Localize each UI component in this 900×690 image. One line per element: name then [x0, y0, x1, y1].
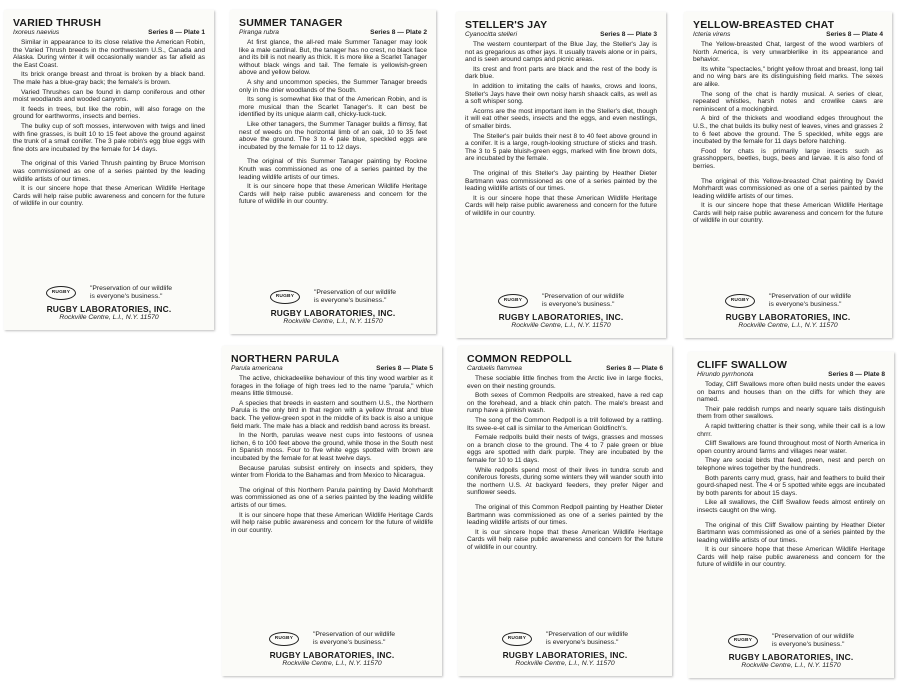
- paragraph: The original of this Steller's Jay painting by Heather Dieter Bartmann was commissioned as one of a series painted by the leading wildlife artists of our times.: [465, 169, 657, 193]
- slogan-line-2: is everyone's business.": [541, 301, 615, 308]
- card-footer: [458, 631, 672, 668]
- paragraph: It is our sincere hope that these American Wildlife Heritage Cards will help raise public awareness and concern for the future of wildlife in our country.: [13, 185, 205, 208]
- paragraph: It feeds in trees, but like the robin, will also forage on the ground for earthworms, insects and berries.: [13, 105, 205, 121]
- slogan-line-1: "Preservation of our wildlife: [768, 293, 852, 300]
- company-address: Rockville Centre, L.I., N.Y. 11570: [741, 662, 841, 669]
- paragraph: Today, Cliff Swallows more often build nests under the eaves on barns and houses than on the cliffs for which they are named.: [697, 381, 885, 404]
- slogan: [546, 631, 628, 647]
- paragraph: The Yellow-breasted Chat, largest of the wood warblers of North America, is very unwarblerlike in its appearance and behavior.: [693, 41, 883, 64]
- card-summer-tanager: [230, 10, 436, 334]
- paragraph: The western counterpart of the Blue Jay, the Steller's Jay is not as gregarious as other jays. It usually travels alone or in pairs, and is seen around camps and picnic areas.: [465, 41, 657, 64]
- quote-row: [684, 293, 892, 309]
- paragraph: Female redpolls build their nests of twigs, grasses and mosses on a branch close to the ground. The 4 to 7 pale green or blue eggs are spotted with dark purple. They are incubated by the female for 10 to 11 days.: [467, 434, 663, 464]
- rugby-logo: RUGBY: [46, 286, 76, 300]
- plate-number: Series 8 — Plate 3: [600, 31, 657, 38]
- rugby-logo: RUGBY: [502, 632, 532, 646]
- card-title: COMMON REDPOLL: [467, 353, 572, 365]
- slogan: [314, 289, 396, 305]
- company-address: Rockville Centre, L.I., N.Y. 11570: [511, 322, 611, 329]
- slogan-line-1: "Preservation of our wildlife: [89, 285, 173, 292]
- plate-number: Series 8 — Plate 8: [828, 371, 885, 378]
- company-address: Rockville Centre, L.I., N.Y. 11570: [282, 660, 382, 667]
- paragraph: A rapid twittering chatter is their song, while their call is a low chrrr.: [697, 422, 885, 438]
- plate-number: Series 8 — Plate 5: [376, 365, 433, 372]
- paragraph: Food for chats is primarily large insects such as grasshoppers, beetles, bugs, bees and larvae. It is also fond of berries.: [693, 147, 883, 170]
- card-meta: [231, 365, 433, 373]
- card-stellers-jay: [456, 12, 666, 338]
- paragraph: The active, chickadeelike behaviour of this tiny wood warbler as it forages in the foliage of high trees led to the name "parula," which means little titmouse.: [231, 375, 433, 398]
- company-name: RUGBY LABORATORIES, INC.: [728, 652, 854, 662]
- rugby-logo: RUGBY: [725, 294, 755, 308]
- slogan-line-2: is everyone's business.": [89, 293, 163, 300]
- company-address: Rockville Centre, L.I., N.Y. 11570: [738, 322, 838, 329]
- paragraph: It is our sincere hope that these American Wildlife Heritage Cards will help raise public awareness and concern for the future of wildlife in our country.: [467, 528, 663, 551]
- card-title: YELLOW-BREASTED CHAT: [693, 19, 835, 31]
- paragraph: The original of this Yellow-breasted Chat painting by David Mohrhardt was commissioned as one of a series painted by the leading wildlife artists of our times.: [693, 177, 883, 200]
- paragraph: At first glance, the all-red male Summer Tanager may look like a male cardinal. But, the tanager has no crest, no black face and its bill is not nearly as thick. It is more like a Scarlet Tanager without black wings and tail. The female is yellowish-green above and yellow below.: [239, 39, 427, 77]
- card-footer: [684, 293, 892, 330]
- latin-name: Icteria virens: [693, 31, 731, 38]
- quote-row: [4, 285, 214, 301]
- slogan: [769, 293, 851, 309]
- paragraph: These sociable little finches from the Arctic live in large flocks, even on their nesting grounds.: [467, 375, 663, 390]
- paragraph: Because parulas subsist entirely on insects and spiders, they winter from Florida to the Bahamas and from Mexico to Nicaragua.: [231, 464, 433, 480]
- paragraph: The original of this Common Redpoll painting by Heather Dieter Bartmann was commissioned as one of a series painted by the leading wildlife artists of our times.: [467, 503, 663, 527]
- paragraph: It is our sincere hope that these American Wildlife Heritage Cards will help raise public awareness and concern for the future of wildlife in our country.: [693, 202, 883, 225]
- card-title: STELLER'S JAY: [465, 19, 548, 31]
- quote-row: [222, 631, 442, 647]
- paragraph: Similar in appearance to its close relative the American Robin, the Varied Thrush breeds in the northwestern U.S., Canada and Alaska. During winter it will occasionally wander as far afield as the East Coast.: [13, 39, 205, 69]
- slogan-line-2: is everyone's business.": [771, 641, 845, 648]
- paragraph: Like all swallows, the Cliff Swallow feeds almost entirely on insects caught on the wing.: [697, 499, 885, 514]
- slogan: [313, 631, 395, 647]
- paragraph: Its crest and front parts are black and the rest of the body is dark blue.: [465, 65, 657, 81]
- plate-number: Series 8 — Plate 6: [606, 365, 663, 372]
- latin-name: Cyanocitta stelleri: [465, 31, 518, 38]
- paragraph: While redpolls spend most of their lives in tundra scrub and coniferous forests, during some winters they will wander south into the northern U.S. At backyard feeders, they prefer Niger and sunflower seeds.: [467, 466, 663, 497]
- paragraph: A bird of the thickets and woodland edges throughout the U.S., the chat builds its bulky nest of leaves, vines and grasses 2 to 6 feet above the ground. The 5 speckled, white eggs are incubated by the female for 11 days before hatching.: [693, 115, 883, 146]
- card-body: [231, 375, 433, 534]
- slogan-line-1: "Preservation of our wildlife: [541, 293, 625, 300]
- card-meta: [239, 29, 427, 37]
- rugby-logo: RUGBY: [728, 634, 758, 648]
- card-footer: [230, 289, 436, 326]
- slogan-line-2: is everyone's business.": [313, 297, 387, 304]
- quote-row: [458, 631, 672, 647]
- slogan-line-1: "Preservation of our wildlife: [771, 633, 855, 640]
- paragraph: Its song is somewhat like that of the American Robin, and is more musical than the Scarlet Tanager's. It can best be identified by its unique alarm call, chicky-tuck-tuck.: [239, 96, 427, 119]
- paragraph: A species that breeds in eastern and southern U.S., the Northern Parula is the only bird in that region with a yellow throat and blue back. The yellow-green spot in the middle of its back is also a unique field mark. The male has a black and reddish band across its breast.: [231, 399, 433, 430]
- latin-name: Piranga rubra: [239, 29, 279, 36]
- card-yellow-breasted-chat: [684, 12, 892, 338]
- card-title: SUMMER TANAGER: [239, 17, 343, 29]
- card-body: [693, 41, 883, 225]
- paragraph: Both sexes of Common Redpolls are streaked, have a red cap on the forehead, and a black chin patch. The male's breast and rump have a pinkish wash.: [467, 392, 663, 415]
- card-title: CLIFF SWALLOW: [697, 359, 788, 371]
- paragraph: The original of this Summer Tanager painting by Rockne Knuth was commissioned as one of a series painted by the leading wildlife artists of our times.: [239, 158, 427, 181]
- card-varied-thrush: [4, 10, 214, 330]
- company-name: RUGBY LABORATORIES, INC.: [270, 308, 396, 318]
- rugby-logo: RUGBY: [498, 294, 528, 308]
- card-body: [467, 375, 663, 551]
- slogan-line-1: "Preservation of our wildlife: [545, 631, 629, 638]
- paragraph: It is our sincere hope that these American Wildlife Heritage Cards will help raise public awareness and concern for the future of wildlife in our country.: [231, 511, 433, 534]
- latin-name: Hirundo pyrrhonota: [697, 371, 754, 378]
- card-northern-parula: [222, 346, 442, 676]
- slogan-line-2: is everyone's business.": [545, 639, 619, 646]
- paragraph: The original of this Northern Parula painting by David Mohrhardt was commissioned as one of a series painted by the leading wildlife artists of our times.: [231, 486, 433, 509]
- plate-number: Series 8 — Plate 1: [148, 29, 205, 36]
- card-meta: [13, 29, 205, 37]
- plate-number: Series 8 — Plate 4: [826, 31, 883, 38]
- card-cliff-swallow: [688, 352, 894, 678]
- slogan: [772, 633, 854, 649]
- slogan: [90, 285, 172, 301]
- plate-number: Series 8 — Plate 2: [370, 29, 427, 36]
- card-footer: [688, 633, 894, 670]
- paragraph: A shy and uncommon species, the Summer Tanager breeds only in the drier woodlands of the South.: [239, 78, 427, 94]
- company-address: Rockville Centre, L.I., N.Y. 11570: [59, 314, 159, 321]
- quote-row: [230, 289, 436, 305]
- card-title: VARIED THRUSH: [13, 17, 102, 29]
- paragraph: The song of the Common Redpoll is a trill followed by a rattling. Its swee-e-et call is similar to the American Goldfinch's.: [467, 416, 663, 432]
- slogan-line-2: is everyone's business.": [312, 639, 386, 646]
- company-address: Rockville Centre, L.I., N.Y. 11570: [283, 318, 383, 325]
- company-name: RUGBY LABORATORIES, INC.: [269, 650, 395, 660]
- paragraph: The original of this Varied Thrush painting by Bruce Morrison was commissioned as one of a series painted by the leading wildlife artists of our times.: [13, 160, 205, 183]
- paragraph: Their pale reddish rumps and nearly square tails distinguish them from other swallows.: [697, 405, 885, 421]
- paragraph: Like other tanagers, the Summer Tanager builds a flimsy, flat nest of weeds on the horizontal limb of an oak, 10 to 35 feet above the ground. The 3 to 4 pale blue, speckled eggs are incubated by the female for 11 to 12 days.: [239, 120, 427, 151]
- rugby-logo: RUGBY: [270, 290, 300, 304]
- card-body: [697, 381, 885, 569]
- paragraph: Cliff Swallows are found throughout most of North America in open country around farms and villages near water.: [697, 440, 885, 455]
- paragraph: The Steller's pair builds their nest 8 to 40 feet above ground in a conifer. It is a large, rough-looking structure of sticks and trash. The 3 to 5 pale bluish-green eggs, marked with fine brown dots, are incubated by the female.: [465, 132, 657, 163]
- paragraph: It is our sincere hope that these American Wildlife Heritage Cards will help raise public awareness and concern for the future of wildlife in our country.: [239, 183, 427, 206]
- paragraph: The bulky cup of soft mosses, interwoven with twigs and lined with fine grasses, is built 10 to 15 feet above the ground against the trunk of a small conifer. The 3 pale robin's egg blue eggs with fine dots are incubated by the female for 14 days.: [13, 122, 205, 153]
- card-meta: [467, 365, 663, 373]
- card-body: [465, 41, 657, 217]
- company-name: RUGBY LABORATORIES, INC.: [725, 312, 851, 322]
- card-meta: [697, 371, 885, 379]
- latin-name: Ixoreus naevius: [13, 29, 60, 36]
- company-name: RUGBY LABORATORIES, INC.: [498, 312, 624, 322]
- company-name: RUGBY LABORATORIES, INC.: [46, 304, 172, 314]
- card-footer: [4, 285, 214, 322]
- paragraph: Varied Thrushes can be found in damp coniferous and other moist woodlands and wooded canyons.: [13, 88, 205, 104]
- slogan-line-2: is everyone's business.": [768, 301, 842, 308]
- rugby-logo: RUGBY: [269, 632, 299, 646]
- card-meta: [693, 31, 883, 39]
- paragraph: Its brick orange breast and throat is broken by a black band. The male has a blue-gray back; the female's is brown.: [13, 71, 205, 86]
- quote-row: [456, 293, 666, 309]
- paragraph: Its white "spectacles," bright yellow throat and breast, long tail and no wing bars are its distinguishing field marks. The sexes are alike.: [693, 65, 883, 88]
- company-address: Rockville Centre, L.I., N.Y. 11570: [515, 660, 615, 667]
- paragraph: It is our sincere hope that these American Wildlife Heritage Cards will help raise public awareness and concern for the future of wildlife in our country.: [465, 194, 657, 217]
- slogan: [542, 293, 624, 309]
- paragraph: They are social birds that feed, preen, nest and perch on telephone wires together by the hundreds.: [697, 457, 885, 472]
- card-title: NORTHERN PARULA: [231, 353, 340, 365]
- card-body: [13, 39, 205, 208]
- paragraph: In the North, parulas weave nest cups into festoons of usnea lichen, 6 to 100 feet above the ground, while those in the South nest in Spanish moss. Four to five white eggs spotted with brown are incubated by the female for at least twelve days.: [231, 432, 433, 462]
- slogan-line-1: "Preservation of our wildlife: [313, 289, 397, 296]
- latin-name: Carduelis flammea: [467, 365, 522, 372]
- quote-row: [688, 633, 894, 649]
- paragraph: In addition to imitating the calls of hawks, crows and loons, Steller's Jays have their own noisy harsh shaack calls, as well as a soft whisper song.: [465, 82, 657, 106]
- card-footer: [222, 631, 442, 668]
- latin-name: Parula americana: [231, 365, 283, 372]
- company-name: RUGBY LABORATORIES, INC.: [502, 650, 628, 660]
- card-body: [239, 39, 427, 206]
- card-common-redpoll: [458, 346, 672, 676]
- card-footer: [456, 293, 666, 330]
- paragraph: It is our sincere hope that these American Wildlife Heritage Cards will help raise public awareness and concern for the future of wildlife in our country.: [697, 546, 885, 569]
- paragraph: The original of this Cliff Swallow painting by Heather Dieter Bartmann was commissioned as one of a series painted by the leading wildlife artists of our times.: [697, 521, 885, 544]
- paragraph: The song of the chat is hardly musical. A series of clear, repeated whistles, harsh notes and crowlike caws are reminiscent of a mockingbird.: [693, 90, 883, 113]
- paragraph: Both parents carry mud, grass, hair and feathers to build their gourd-shaped nest. The 4 or 5 spotted white eggs are incubated by both parents for about 15 days.: [697, 474, 885, 497]
- card-meta: [465, 31, 657, 39]
- slogan-line-1: "Preservation of our wildlife: [312, 631, 396, 638]
- paragraph: Acorns are the most important item in the Steller's diet, though it will eat other seeds, insects and the eggs, and even nestlings, of smaller birds.: [465, 107, 657, 130]
